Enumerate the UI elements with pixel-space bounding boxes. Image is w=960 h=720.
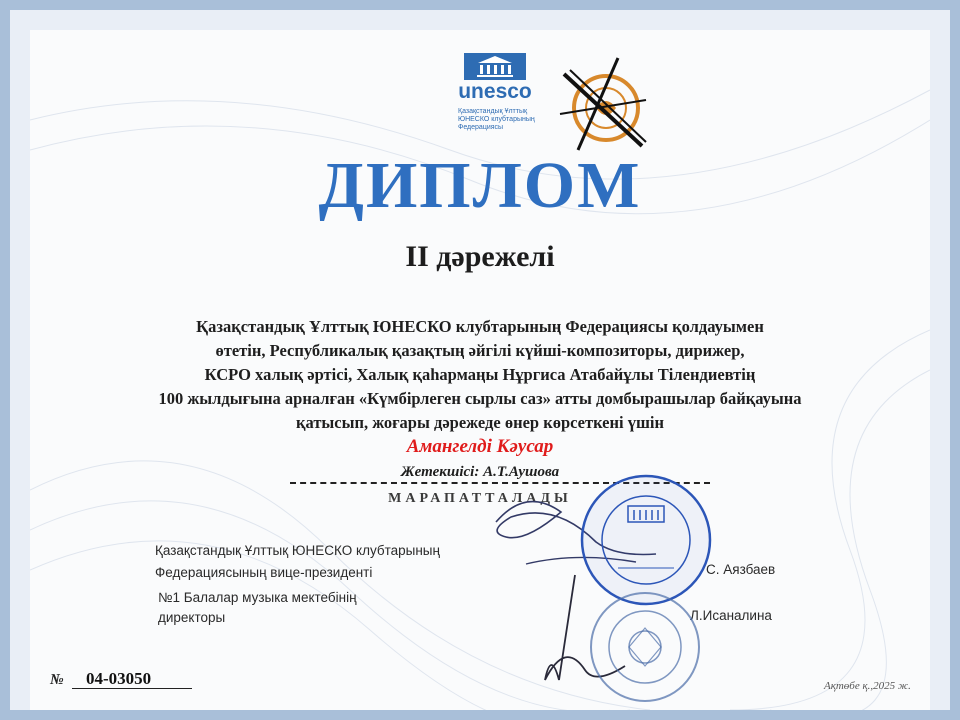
signatory-org-line: Федерациясының вице-президенті: [155, 565, 373, 580]
signatory-name-2: Л.Исаналина: [690, 608, 772, 623]
unesco-sub-line: Федерациясы: [458, 124, 504, 131]
diploma-sheet: [30, 30, 930, 710]
signatory-organization: [155, 540, 515, 584]
supervisor-name: Жетекшісі: А.Т.Аушова: [400, 464, 560, 480]
description-line: қатысып, жоғары дәрежеде өнер көрсеткені үшін: [295, 413, 664, 432]
diploma-title: ДИПЛОМ: [318, 149, 642, 222]
school-seal-icon: [585, 588, 705, 706]
tilendiev-emblem-icon: [556, 54, 648, 154]
signatory-name-1: С. Аязбаев: [706, 562, 776, 577]
description-line: өтетін, Республикалық қазақтың әйгілі күйші-композиторы, дирижер,: [215, 341, 745, 360]
unesco-sub-line: Қазақстандық Ұлттық: [458, 108, 528, 115]
diploma-number-label: №: [50, 672, 64, 688]
awarded-text: МАРАПАТТАЛАДЫ: [388, 491, 572, 506]
place-date: Ақтөбе қ.,2025 ж.: [824, 680, 911, 692]
signatory-school-line: директоры: [158, 610, 226, 625]
diploma-number: 04-03050: [86, 669, 152, 688]
unesco-subtitle: [458, 108, 536, 132]
signatory-school-line: №1 Балалар музыка мектебінің: [158, 590, 357, 605]
unesco-logo: [454, 50, 536, 160]
award-description: [90, 315, 870, 435]
unesco-wordmark: unesco: [458, 80, 532, 103]
unesco-temple-icon: [454, 50, 536, 80]
unesco-sub-line: ЮНЕСКО клубтарының: [458, 116, 535, 123]
diploma-degree: II дәрежелі: [405, 240, 555, 273]
description-line: КСРО халық әртісі, Халық қаһармаңы Нұргиса Атабайұлы Тілендиевтің: [204, 365, 756, 384]
diploma-frame: [10, 10, 950, 710]
recipient-name: Амангелді Кәусар: [406, 436, 554, 457]
signatory-school: [158, 588, 458, 628]
signatory-org-line: Қазақстандық Ұлттық ЮНЕСКО клубтарының: [155, 543, 440, 558]
description-line: Қазақстандық Ұлттық ЮНЕСКО клубтарының Федерациясы қолдауымен: [196, 317, 764, 336]
description-line: 100 жылдығына арналған «Күмбірлеген сырлы саз» атты домбырашылар байқауына: [158, 389, 802, 408]
